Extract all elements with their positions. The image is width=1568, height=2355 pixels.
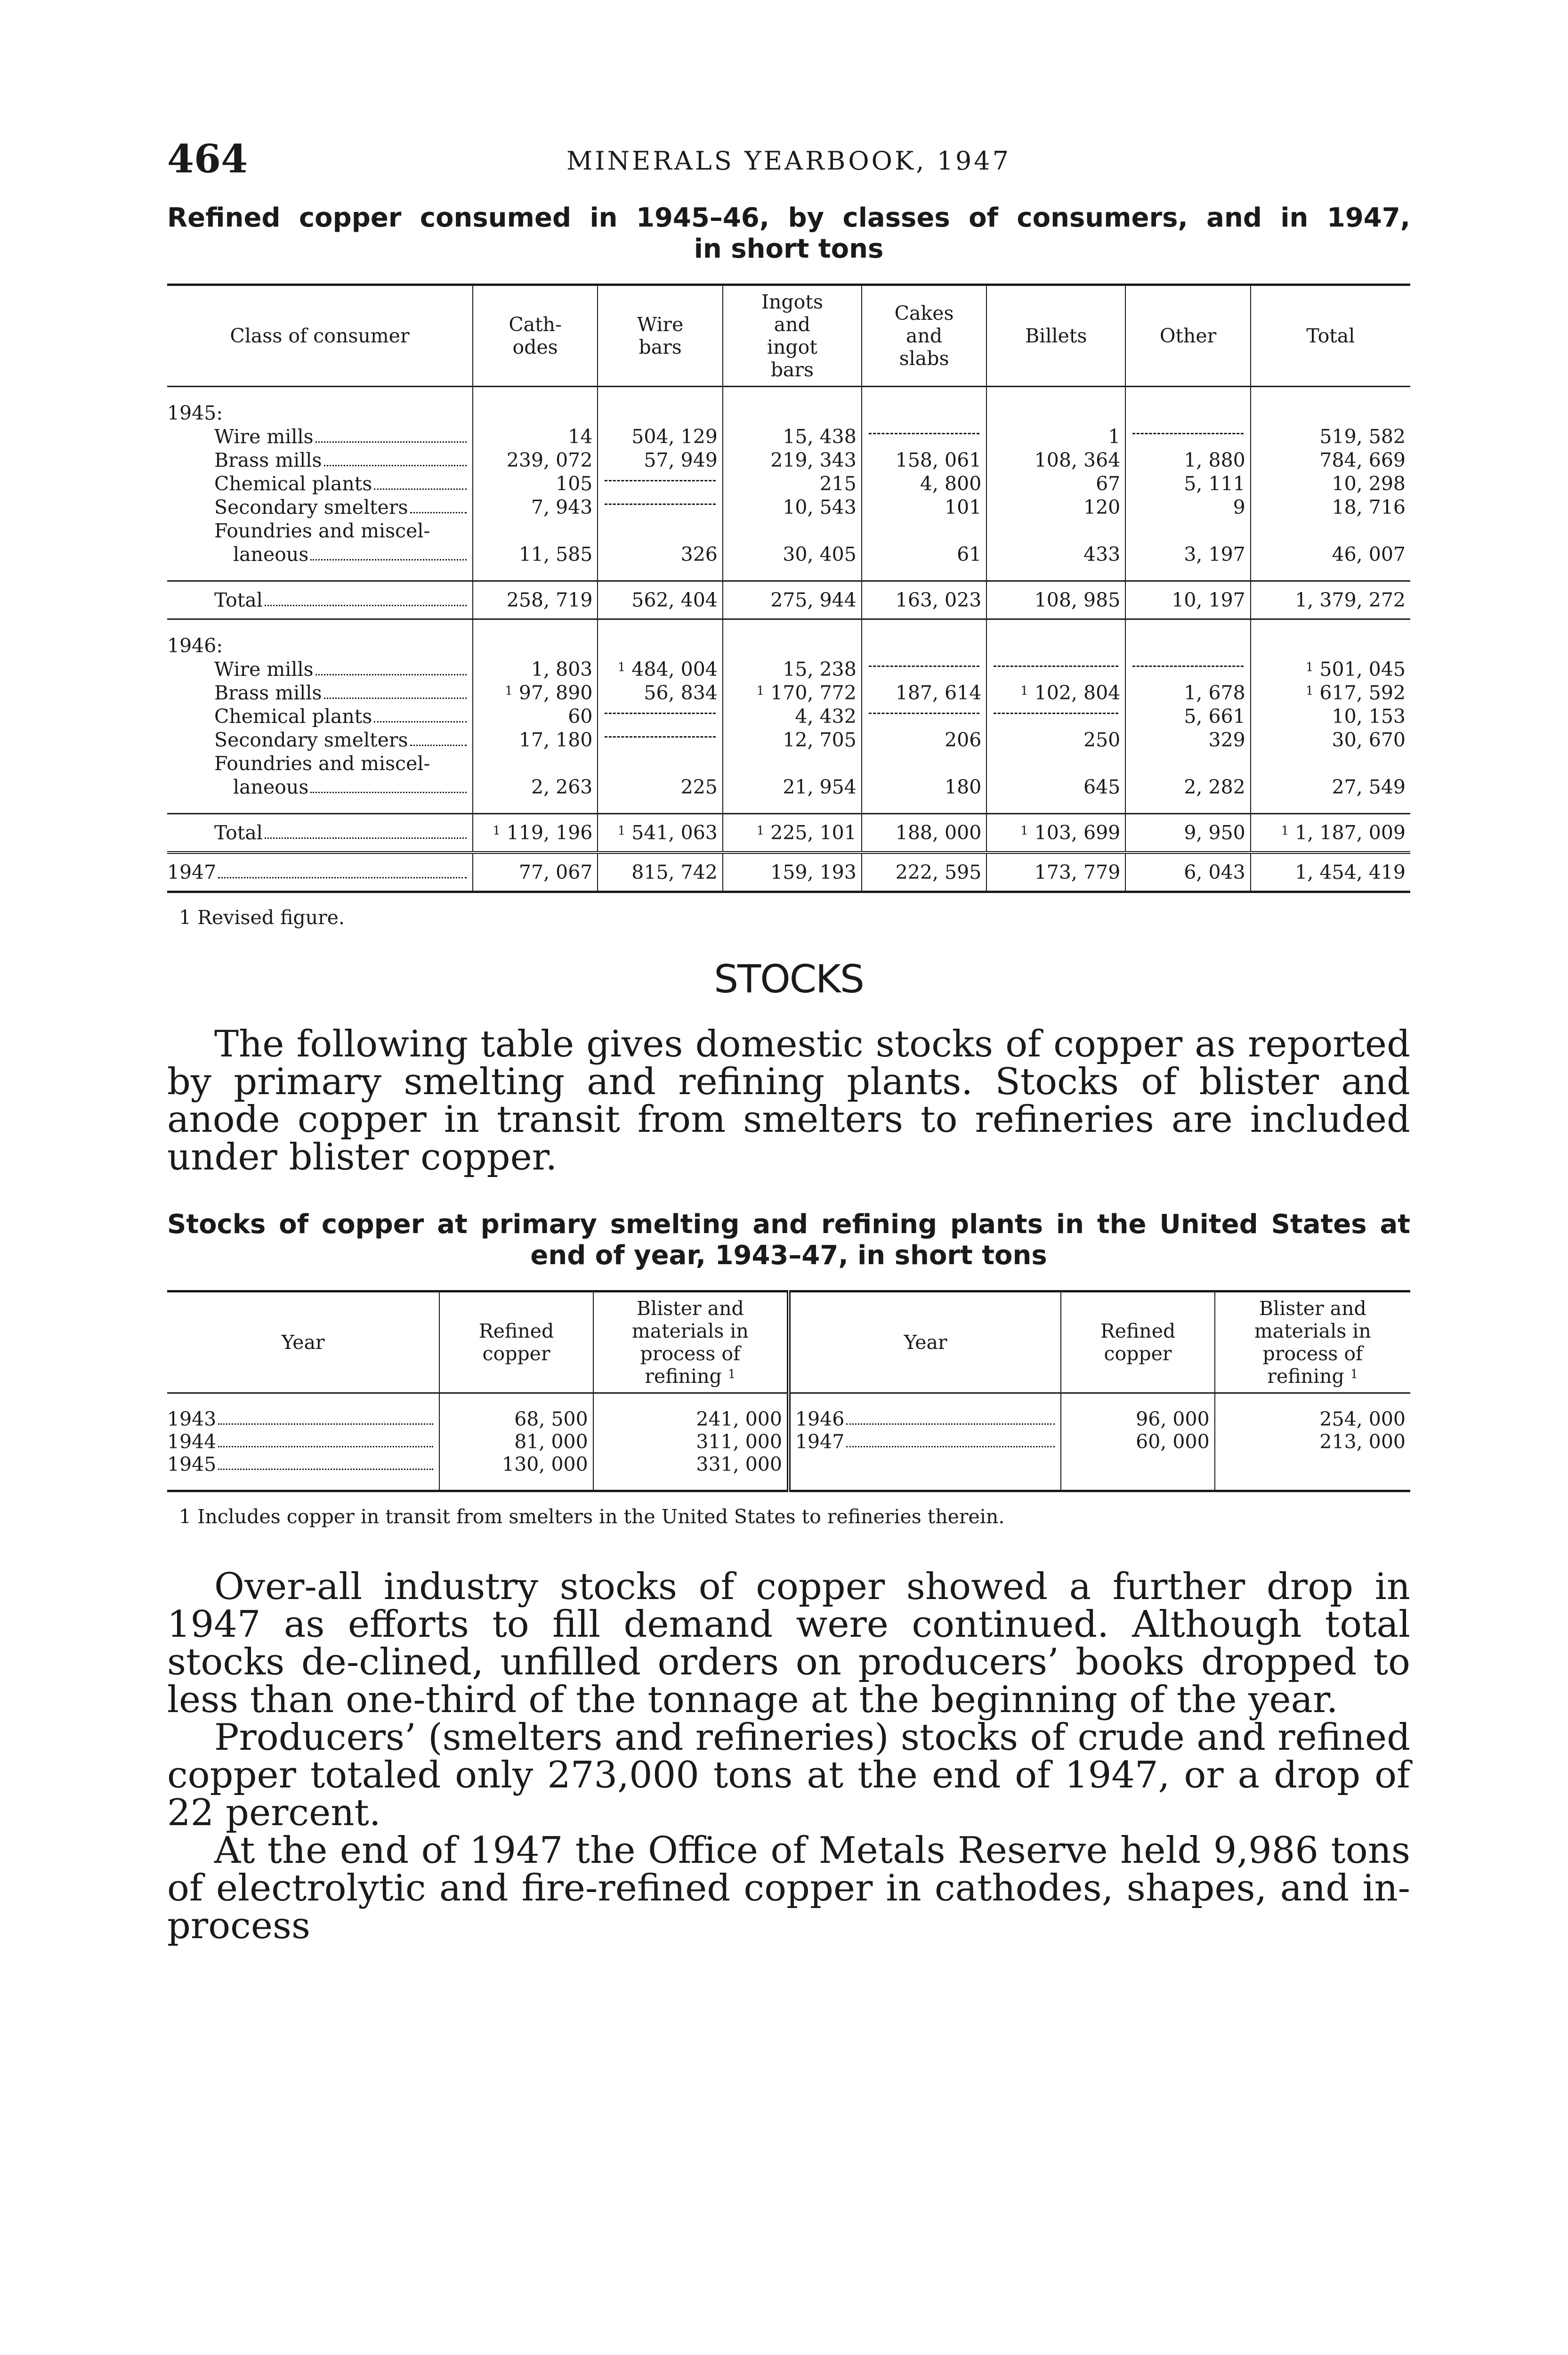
row-label: laneous — [233, 775, 468, 799]
value-cell: 5, 661 — [1125, 705, 1250, 728]
empty-cell — [723, 619, 862, 634]
value-cell: 173, 779 — [986, 853, 1125, 892]
footnote-marker: 1 — [727, 1367, 736, 1381]
section-heading: STOCKS — [714, 957, 864, 1002]
table-row — [167, 681, 1410, 705]
dot-leader — [218, 1408, 433, 1425]
row-label: Secondary smelters — [214, 728, 468, 752]
page-number: 464 — [167, 137, 248, 182]
footnote-marker: 1 — [493, 824, 501, 838]
empty-cell — [862, 387, 986, 402]
table1-footnote: 1 Revised figure. — [179, 906, 345, 929]
value-cell: 188, 000 — [862, 814, 986, 853]
empty-cell — [1251, 619, 1410, 634]
footnote-marker: 1 — [1305, 660, 1314, 674]
column-header: Year — [789, 1291, 1061, 1393]
value-cell: 21, 954 — [723, 775, 862, 799]
value-cell: 56, 834 — [598, 681, 722, 705]
value-cell: 433 — [986, 543, 1125, 566]
empty-cell — [789, 1476, 1061, 1491]
empty-cell — [723, 519, 862, 543]
empty-cell — [986, 634, 1125, 658]
value-cell: 225 — [598, 775, 722, 799]
footnote-marker: 1 — [756, 824, 765, 838]
dash-leader — [605, 736, 715, 738]
empty-cell — [1125, 566, 1250, 581]
paragraph-1: The following table gives domestic stocks of copper as reported by primary smelting and refining plants. Stocks of blister and anode copper in transit from smelters to refineries are included under blister copper. — [167, 1023, 1410, 1178]
value-cell — [598, 472, 722, 495]
row-label: 1943 — [167, 1408, 434, 1430]
row-label: 1947 — [167, 861, 468, 884]
value-cell: 105 — [473, 472, 598, 495]
row-label: 1945 — [167, 1453, 434, 1476]
value-cell: 9, 950 — [1125, 814, 1250, 853]
empty-cell — [167, 799, 473, 814]
empty-cell — [986, 799, 1125, 814]
consumption-table — [167, 284, 1410, 893]
row-label: laneous — [233, 543, 468, 566]
column-header: Cakes and slabs — [862, 285, 986, 387]
value-cell: 9 — [1125, 495, 1250, 519]
empty-cell — [862, 752, 986, 775]
value-cell: 5, 111 — [1125, 472, 1250, 495]
value-cell: 1, 379, 272 — [1251, 581, 1410, 619]
value-cell — [1125, 658, 1250, 681]
table-row — [167, 472, 1410, 495]
value-cell: 1, 880 — [1125, 448, 1250, 472]
column-header: Refined copper — [1061, 1291, 1214, 1393]
table-row — [167, 1453, 1410, 1476]
empty-cell — [167, 1476, 439, 1491]
value-cell: 14 — [473, 425, 598, 448]
value-cell: 326 — [598, 543, 722, 566]
value-cell: 60, 000 — [1061, 1430, 1214, 1453]
value-cell: 120 — [986, 495, 1125, 519]
value-cell: $^1$ 119, 196 — [473, 814, 598, 853]
value-cell: 130, 000 — [439, 1453, 593, 1476]
table-row — [167, 495, 1410, 519]
empty-cell — [1251, 566, 1410, 581]
page — [167, 137, 1410, 1945]
dash-leader — [869, 433, 979, 434]
column-header: Class of consumer — [167, 285, 473, 387]
page-header — [167, 137, 1410, 184]
empty-cell — [593, 1476, 789, 1491]
value-cell: 331, 000 — [593, 1453, 789, 1476]
empty-cell — [862, 634, 986, 658]
empty-cell — [986, 401, 1125, 425]
row-label: Total — [214, 588, 468, 612]
empty-cell — [862, 519, 986, 543]
value-cell — [862, 705, 986, 728]
column-header: Wire bars — [598, 285, 722, 387]
value-cell: 519, 582 — [1251, 425, 1410, 448]
value-cell: 159, 193 — [723, 853, 862, 892]
empty-cell — [598, 634, 722, 658]
empty-cell — [862, 566, 986, 581]
empty-cell — [1251, 799, 1410, 814]
table-row — [167, 1430, 1410, 1453]
empty-cell — [598, 519, 722, 543]
empty-cell — [598, 401, 722, 425]
empty-cell — [1215, 1393, 1410, 1408]
dot-leader — [374, 472, 467, 490]
empty-cell — [723, 401, 862, 425]
value-cell: 215 — [723, 472, 862, 495]
empty-cell — [598, 566, 722, 581]
value-cell: 46, 007 — [1251, 543, 1410, 566]
footnote-marker: 1 — [1350, 1367, 1358, 1381]
footnote-marker: 1 — [1020, 824, 1028, 838]
paragraph-4: At the end of 1947 the Office of Metals Reserve held 9,986 tons of electrolytic and fire-refined copper in cathodes, shapes, and in-process — [167, 1829, 1410, 1947]
table2-title: Stocks of copper at primary smelting and refining plants in the United States at end of year, 1943–47, in short tons — [167, 1209, 1410, 1271]
footnote-marker: 1 — [1020, 684, 1028, 698]
footnote-marker: 1 — [1281, 824, 1289, 838]
value-cell: 15, 438 — [723, 425, 862, 448]
dot-leader — [846, 1408, 1055, 1425]
row-label: Brass mills — [214, 681, 468, 705]
empty-cell — [723, 634, 862, 658]
value-cell: $^1$ 97, 890 — [473, 681, 598, 705]
value-cell: 101 — [862, 495, 986, 519]
value-cell: 27, 549 — [1251, 775, 1410, 799]
table-row-1947 — [167, 853, 1410, 892]
value-cell: 504, 129 — [598, 425, 722, 448]
column-header: Blister and materials in process of refining $^1$ — [1215, 1291, 1410, 1393]
empty-cell — [1251, 401, 1410, 425]
dot-leader — [410, 495, 467, 513]
row-label: Chemical plants — [214, 472, 468, 495]
empty-cell — [1125, 752, 1250, 775]
value-cell: 10, 197 — [1125, 581, 1250, 619]
value-cell: 241, 000 — [593, 1408, 789, 1430]
value-cell — [598, 705, 722, 728]
column-header: Billets — [986, 285, 1125, 387]
value-cell: 68, 500 — [439, 1408, 593, 1430]
empty-cell — [986, 519, 1125, 543]
value-cell: $^1$ 541, 063 — [598, 814, 722, 853]
row-label: Foundries and miscel- — [214, 752, 430, 775]
empty-cell — [167, 1393, 439, 1408]
row-label: 1944 — [167, 1430, 434, 1453]
row-label: 1947 — [795, 1430, 1056, 1453]
value-cell: 4, 800 — [862, 472, 986, 495]
table-row — [167, 705, 1410, 728]
table-row — [167, 519, 1410, 543]
table1-title: Refined copper consumed in 1945–46, by classes of consumers, and in 1947, in short tons — [167, 203, 1410, 264]
value-cell: 61 — [862, 543, 986, 566]
value-cell: 329 — [1125, 728, 1250, 752]
dot-leader — [315, 658, 467, 675]
table-header-row — [167, 1291, 1410, 1393]
value-cell — [598, 728, 722, 752]
table-row — [167, 543, 1410, 566]
value-cell: $^1$ 1, 187, 009 — [1251, 814, 1410, 853]
value-cell: 108, 364 — [986, 448, 1125, 472]
year-label: 1946: — [167, 634, 223, 657]
footnote-marker: 1 — [505, 684, 513, 698]
value-cell: 4, 432 — [723, 705, 862, 728]
dash-leader — [605, 713, 715, 714]
total-row — [167, 581, 1410, 619]
empty-cell — [439, 1393, 593, 1408]
empty-cell — [167, 619, 473, 634]
dot-leader — [324, 448, 467, 466]
value-cell: 258, 719 — [473, 581, 598, 619]
empty-cell — [1125, 401, 1250, 425]
value-cell: 10, 153 — [1251, 705, 1410, 728]
empty-cell — [473, 519, 598, 543]
value-cell: 77, 067 — [473, 853, 598, 892]
dot-leader — [218, 1453, 433, 1470]
row-label: Secondary smelters — [214, 495, 468, 519]
value-cell: $^1$ 102, 804 — [986, 681, 1125, 705]
empty-cell — [1061, 1476, 1214, 1491]
table-header-row — [167, 285, 1410, 387]
value-cell: 96, 000 — [1061, 1408, 1214, 1430]
value-cell: 784, 669 — [1251, 448, 1410, 472]
value-cell: $^1$ 484, 004 — [598, 658, 722, 681]
table-row — [167, 448, 1410, 472]
empty-cell — [789, 1393, 1061, 1408]
value-cell: 12, 705 — [723, 728, 862, 752]
empty-cell — [473, 387, 598, 402]
value-cell: 3, 197 — [1125, 543, 1250, 566]
row-label: 1946 — [795, 1408, 1056, 1430]
value-cell: 311, 000 — [593, 1430, 789, 1453]
empty-cell — [598, 752, 722, 775]
spacer-row — [167, 566, 1410, 581]
value-cell: 206 — [862, 728, 986, 752]
empty-cell — [598, 619, 722, 634]
value-cell: 645 — [986, 775, 1125, 799]
empty-cell — [986, 387, 1125, 402]
value-cell: $^1$ 170, 772 — [723, 681, 862, 705]
dot-leader — [315, 425, 467, 443]
value-cell — [1061, 1453, 1214, 1476]
spacer-row — [167, 1393, 1410, 1408]
value-cell: 187, 614 — [862, 681, 986, 705]
value-cell: 158, 061 — [862, 448, 986, 472]
empty-cell — [473, 799, 598, 814]
footnote-marker: 1 — [1305, 684, 1314, 698]
column-header: Ingots and ingot bars — [723, 285, 862, 387]
value-cell — [598, 495, 722, 519]
empty-cell — [1061, 1393, 1214, 1408]
empty-cell — [1251, 387, 1410, 402]
dash-leader — [605, 480, 715, 481]
value-cell: 250 — [986, 728, 1125, 752]
dash-leader — [869, 713, 979, 714]
value-cell: $^1$ 103, 699 — [986, 814, 1125, 853]
empty-cell — [723, 752, 862, 775]
empty-cell — [167, 566, 473, 581]
paragraph-2: Over-all industry stocks of copper showed a further drop in 1947 as efforts to fill demand were continued. Although total stocks de-clined, unfilled orders on producers’ books dropped to less than one-third of the tonnage at the beginning of the year. — [167, 1566, 1410, 1721]
dot-leader — [310, 775, 467, 793]
value-cell: 163, 023 — [862, 581, 986, 619]
table2-footnote: 1 Includes copper in transit from smelters in the United States to refineries therein. — [179, 1505, 1005, 1528]
value-cell: 7, 943 — [473, 495, 598, 519]
value-cell: 219, 343 — [723, 448, 862, 472]
value-cell: 1, 678 — [1125, 681, 1250, 705]
empty-cell — [439, 1476, 593, 1491]
spacer-row — [167, 619, 1410, 634]
value-cell — [986, 658, 1125, 681]
value-cell: 815, 742 — [598, 853, 722, 892]
dash-leader — [605, 503, 715, 505]
value-cell: 2, 282 — [1125, 775, 1250, 799]
column-header: Cath- odes — [473, 285, 598, 387]
value-cell: 10, 298 — [1251, 472, 1410, 495]
empty-cell — [1125, 387, 1250, 402]
empty-cell — [862, 401, 986, 425]
dot-leader — [324, 681, 467, 699]
dot-leader — [265, 588, 467, 606]
dash-leader — [1132, 666, 1243, 667]
row-label: Chemical plants — [214, 705, 468, 728]
column-header: Other — [1125, 285, 1250, 387]
year-row — [167, 401, 1410, 425]
empty-cell — [473, 566, 598, 581]
empty-cell — [473, 634, 598, 658]
table-row — [167, 752, 1410, 775]
empty-cell — [473, 401, 598, 425]
empty-cell — [862, 619, 986, 634]
value-cell: 10, 543 — [723, 495, 862, 519]
dot-leader — [310, 543, 467, 560]
value-cell: 67 — [986, 472, 1125, 495]
empty-cell — [1125, 519, 1250, 543]
table-row — [167, 728, 1410, 752]
value-cell: 60 — [473, 705, 598, 728]
stocks-table — [167, 1290, 1410, 1492]
footnote-marker: 1 — [617, 824, 626, 838]
empty-cell — [862, 799, 986, 814]
value-cell: $^1$ 501, 045 — [1251, 658, 1410, 681]
value-cell: 30, 405 — [723, 543, 862, 566]
value-cell: 11, 585 — [473, 543, 598, 566]
empty-cell — [789, 1453, 1061, 1476]
dot-leader — [374, 705, 467, 723]
dash-leader — [994, 713, 1118, 714]
empty-cell — [723, 799, 862, 814]
spacer-row — [167, 799, 1410, 814]
table-row — [167, 775, 1410, 799]
footnote-marker: 1 — [756, 684, 765, 698]
value-cell: 30, 670 — [1251, 728, 1410, 752]
empty-cell — [1125, 619, 1250, 634]
spacer-row — [167, 387, 1410, 402]
dash-leader — [869, 666, 979, 667]
total-row — [167, 814, 1410, 853]
empty-cell — [723, 566, 862, 581]
value-cell: 275, 944 — [723, 581, 862, 619]
empty-cell — [1251, 752, 1410, 775]
value-cell: 18, 716 — [1251, 495, 1410, 519]
empty-cell — [473, 619, 598, 634]
row-label: Wire mills — [214, 658, 468, 681]
column-header: Blister and materials in process of refining $^1$ — [593, 1291, 789, 1393]
value-cell — [862, 658, 986, 681]
empty-cell — [598, 387, 722, 402]
empty-cell — [167, 387, 473, 402]
column-header: Total — [1251, 285, 1410, 387]
spacer-row — [167, 1476, 1410, 1491]
column-header: Refined copper — [439, 1291, 593, 1393]
dot-leader — [846, 1430, 1055, 1447]
dot-leader — [218, 1430, 433, 1447]
value-cell: 239, 072 — [473, 448, 598, 472]
dot-leader — [265, 821, 467, 839]
row-label: Wire mills — [214, 425, 468, 448]
empty-cell — [1125, 799, 1250, 814]
running-title: MINERALS YEARBOOK, 1947 — [566, 146, 1011, 176]
value-cell: $^1$ 225, 101 — [723, 814, 862, 853]
value-cell — [986, 705, 1125, 728]
value-cell: 1 — [986, 425, 1125, 448]
empty-cell — [593, 1393, 789, 1408]
value-cell: $^1$ 617, 592 — [1251, 681, 1410, 705]
dot-leader — [410, 728, 467, 746]
value-cell: 254, 000 — [1215, 1408, 1410, 1430]
empty-cell — [1215, 1476, 1410, 1491]
value-cell: 562, 404 — [598, 581, 722, 619]
row-label: Brass mills — [214, 448, 468, 472]
value-cell: 180 — [862, 775, 986, 799]
value-cell: 1, 803 — [473, 658, 598, 681]
value-cell: 2, 263 — [473, 775, 598, 799]
paragraph-3: Producers’ (smelters and refineries) stocks of crude and refined copper totaled only 273,000 tons at the end of 1947, or a drop of 22 percent. — [167, 1716, 1410, 1834]
empty-cell — [1251, 519, 1410, 543]
value-cell — [1215, 1453, 1410, 1476]
value-cell: 213, 000 — [1215, 1430, 1410, 1453]
dot-leader — [218, 861, 467, 878]
empty-cell — [986, 619, 1125, 634]
value-cell: 6, 043 — [1125, 853, 1250, 892]
value-cell — [862, 425, 986, 448]
dash-leader — [1132, 433, 1243, 434]
empty-cell — [986, 752, 1125, 775]
empty-cell — [473, 752, 598, 775]
empty-cell — [723, 387, 862, 402]
row-label: Total — [214, 821, 468, 845]
dash-leader — [994, 666, 1118, 667]
year-label: 1945: — [167, 402, 223, 424]
year-row — [167, 634, 1410, 658]
column-header: Year — [167, 1291, 439, 1393]
row-label: Foundries and miscel- — [214, 520, 430, 542]
empty-cell — [598, 799, 722, 814]
footnote-marker: 1 — [617, 660, 626, 674]
table-row — [167, 658, 1410, 681]
value-cell: 1, 454, 419 — [1251, 853, 1410, 892]
empty-cell — [986, 566, 1125, 581]
value-cell: 81, 000 — [439, 1430, 593, 1453]
value-cell: 108, 985 — [986, 581, 1125, 619]
value-cell: 17, 180 — [473, 728, 598, 752]
value-cell — [1125, 425, 1250, 448]
value-cell: 57, 949 — [598, 448, 722, 472]
table-row — [167, 425, 1410, 448]
table-row — [167, 1408, 1410, 1430]
empty-cell — [1125, 634, 1250, 658]
value-cell: 15, 238 — [723, 658, 862, 681]
empty-cell — [1251, 634, 1410, 658]
value-cell: 222, 595 — [862, 853, 986, 892]
